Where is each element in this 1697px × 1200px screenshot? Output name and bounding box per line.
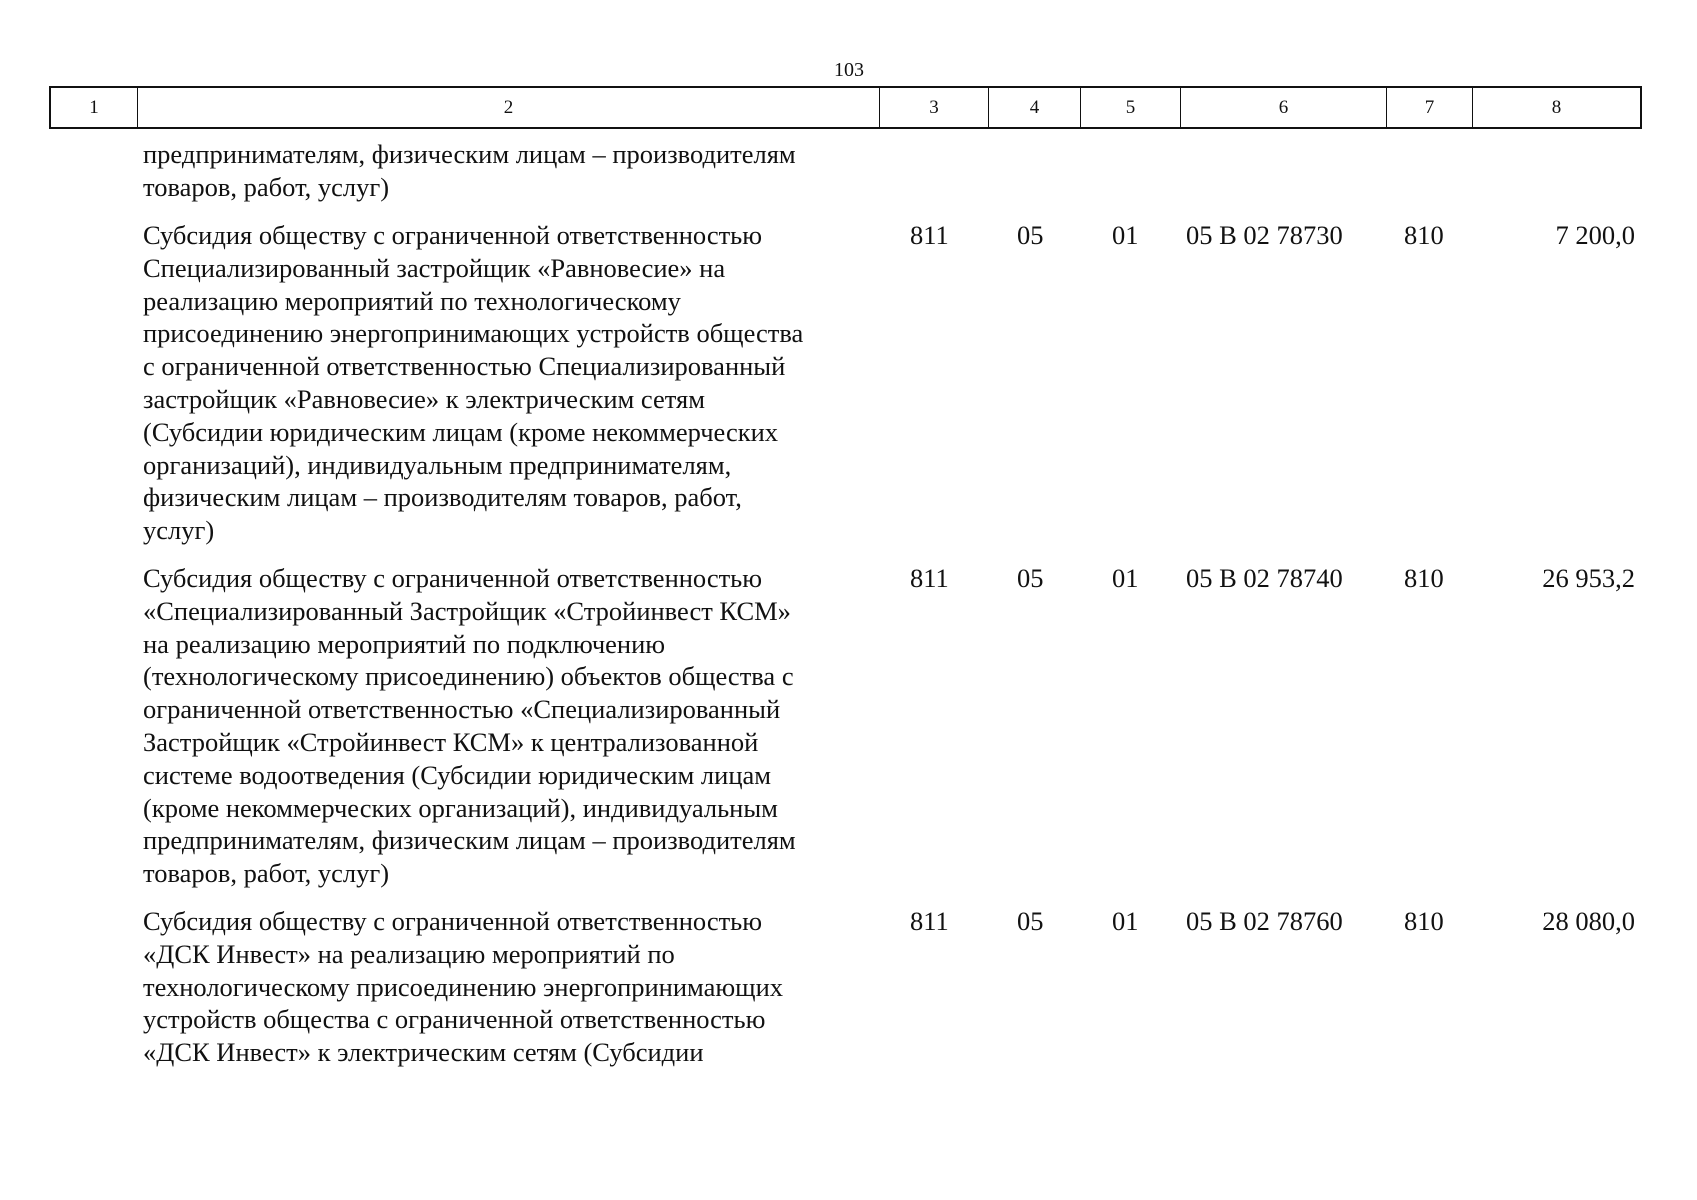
- row-description: Субсидия обществу с ограниченной ответственностью «ДСК Инвест» на реализацию мероприятий по технологическому присоединению энергопринимающих устройств общества с ограниченной ответственностью «ДСК Инвест» к электрическим сетям (Субсидии: [143, 906, 784, 1068]
- row-col-3: 811: [910, 220, 949, 250]
- header-col-7: 7: [1387, 88, 1473, 127]
- row-col-7: 810: [1404, 563, 1444, 593]
- row-col-5: 01: [1112, 220, 1139, 250]
- row-description: предпринимателям, физическим лицам – производителям товаров, работ, услуг): [143, 139, 796, 202]
- row-col-8: 26 953,2: [1542, 563, 1635, 593]
- header-col-8: 8: [1551, 97, 1562, 118]
- header-col-3: 3: [880, 88, 989, 127]
- row-description: Субсидия обществу с ограниченной ответственностью Специализированный застройщик «Равновесие» на реализацию мероприятий по технологическому присоединению энергопринимающих устройств общества с ограниченной ответственностью Специализированный застройщик «Равновесие» к электрическим сетям (Субсидии юридическим лицам (кроме некоммерческих организаций), индивидуальным предпринимателям, физическим лицам – производителям товаров, работ, услуг): [143, 220, 804, 546]
- row-col-6: 05 В 02 78730: [1186, 220, 1343, 250]
- row-col-4: 05: [1017, 563, 1044, 593]
- row-col-3: 811: [910, 906, 949, 936]
- row-description: Субсидия обществу с ограниченной ответственностью «Специализированный Застройщик «Стройинвест КСМ» на реализацию мероприятий по подключению (технологическому присоединению) объектов общества с ограниченной ответственностью «Специализированный Застройщик «Стройинвест КСМ» к централизованной системе водоотведения (Субсидии юридическим лицам (кроме некоммерческих организаций), индивидуальным предпринимателям, физическим лицам – производителям товаров, работ, услуг): [143, 563, 796, 889]
- row-col-8: 7 200,0: [1555, 220, 1635, 250]
- row-col-5: 01: [1112, 906, 1139, 936]
- header-col-2: 2: [138, 88, 880, 127]
- row-col-7: 810: [1404, 220, 1444, 250]
- row-col-4: 05: [1017, 906, 1044, 936]
- row-col-3: 811: [910, 563, 949, 593]
- row-col-6: 05 В 02 78740: [1186, 563, 1343, 593]
- header-col-4: 4: [989, 88, 1081, 127]
- row-col-7: 810: [1404, 906, 1444, 936]
- table-header: [49, 86, 1642, 129]
- header-col-5: 5: [1081, 88, 1181, 127]
- header-col-6: 6: [1181, 88, 1387, 127]
- row-col-4: 05: [1017, 220, 1044, 250]
- page-number: 103: [834, 59, 864, 81]
- row-col-5: 01: [1112, 563, 1139, 593]
- row-col-6: 05 В 02 78760: [1186, 906, 1343, 936]
- row-col-8: 28 080,0: [1542, 906, 1635, 936]
- header-col-1: 1: [51, 88, 138, 127]
